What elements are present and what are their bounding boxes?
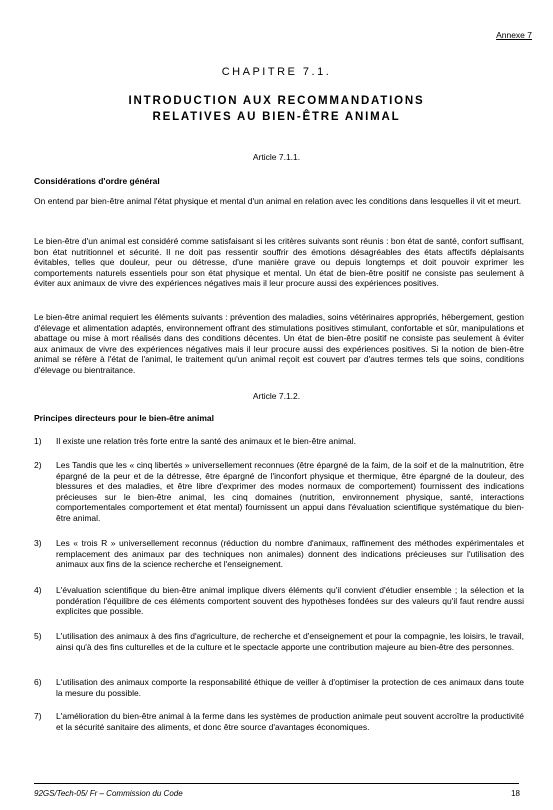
list-item-number: 3)	[34, 538, 42, 548]
annexe-label: Annexe 7	[496, 30, 532, 40]
list-item-text: Il existe une relation très forte entre la santé des animaux et le bien-être animal.	[56, 436, 357, 446]
list-item-number: 6)	[34, 677, 42, 687]
list-item-text: Les Tandis que les « cinq libertés » universellement reconnues (être épargné de la faim, de la soif et de la malnutrition, être épargné de la peur et de la détresse, être épargné de l'inconfort physique et thermique, être épargné de la douleur, des blessures et des maladies, et être libre d'exprimer des modes normaux de comportement) fournissent des indications précieuses sur le bien-être animal, les cinq domaines (nutrition, environnement physique, santé, interactions comportementales comportement et état mental) fournissent un appui dans l'évaluation scientifique systématique du bien-être animal.	[56, 460, 524, 523]
paragraph: Le bien-être d'un animal est considéré comme satisfaisant si les critères suivants sont réunis : bon état de santé, confort suffisant, bon état nutritionnel et sécurité. Il ne doit pas ressentir souffrir des émotions désagréables des états affectifs déplaisants évitables, telles que douleur, peur ou détresse, d'une manière grave ou depuis longtemps et doit pouvoir exprimer les comportements naturels essentiels pour son état physique et mental. Un état de bien-être positif ne consiste pas seulement à éviter aux animaux de vivre des expériences négatives mais il leur procure aussi des expériences positives.	[34, 236, 524, 289]
paragraph: On entend par bien-être animal l'état physique et mental d'un animal en relation avec les conditions dans lesquelles il vit et meurt.	[34, 196, 522, 206]
chapter-title-line-2: RELATIVES AU BIEN-ÊTRE ANIMAL	[152, 111, 401, 123]
list-item-number: 7)	[34, 711, 42, 721]
paragraph: Le bien-être animal requiert les éléments suivants : prévention des maladies, soins vétérinaires appropriés, hébergement, gestion d'élevage et alimentation adaptés, environnement offrant des stimulations positives stimulant, confortable et sûr, manipulations et abattage ou mise à mort réalisés dans des conditions décentes. Un état de bien-être positif ne consiste pas seulement à éviter aux animaux de vivre des expériences négatives mais il leur procure aussi des expériences positives. Si la notion de bien-être animal se réfère à l'état de l'animal, le traitement qu'un animal reçoit est couvert par d'autres termes tels que soins, conditions d'élevage ou bientraitance.	[34, 312, 524, 375]
footer-reference: 92GS/Tech-05/ Fr – Commission du Code	[34, 789, 183, 798]
chapter-number: CHAPITRE 7.1.	[221, 66, 332, 78]
list-item-number: 2)	[34, 460, 42, 470]
article-number: Article 7.1.1.	[252, 152, 301, 162]
list-item-text: L'évaluation scientifique du bien-être animal implique divers éléments qu'il convient d'étudier ensemble ; la sélection et la pondération l'équilibre de ces éléments comportent souvent des hypothèses fondées sur des valeurs qu'il faut rendre aussi explicites que possible.	[56, 585, 524, 617]
list-item-number: 1)	[34, 436, 42, 446]
list-item-number: 5)	[34, 631, 42, 641]
list-item-text: Les « trois R » universellement reconnus (réduction du nombre d'animaux, raffinement des méthodes expérimentales et remplacement des animaux par des techniques non animales) donnent des indications précieuses sur l'utilisation des animaux aux fins de la science recherche et l'enseignement.	[56, 538, 524, 570]
section-heading: Considérations d'ordre général	[34, 176, 160, 186]
page-number: 18	[511, 789, 520, 798]
section-heading: Principes directeurs pour le bien-être animal	[34, 413, 214, 423]
list-item-text: L'amélioration du bien-être animal à la ferme dans les systèmes de production animale peut souvent accroître la productivité et la sécurité sanitaire des aliments, et donc être source d'avantages économiques.	[56, 711, 524, 732]
chapter-title-line-1: INTRODUCTION AUX RECOMMANDATIONS	[128, 95, 425, 107]
footer-divider	[34, 783, 519, 784]
list-item-number: 4)	[34, 585, 42, 595]
list-item-text: L'utilisation des animaux à des fins d'agriculture, de recherche et d'enseignement et pour la compagnie, les loisirs, le travail, ainsi qu'à des fins culturelles et de la culture et le spectacle apporte une contribution majeure au bien-être des personnes.	[56, 631, 524, 652]
list-item-text: L'utilisation des animaux comporte la responsabilité éthique de veiller à d'optimiser la protection de ces animaux dans toute la mesure du possible.	[56, 677, 524, 698]
article-number: Article 7.1.2.	[252, 391, 301, 401]
